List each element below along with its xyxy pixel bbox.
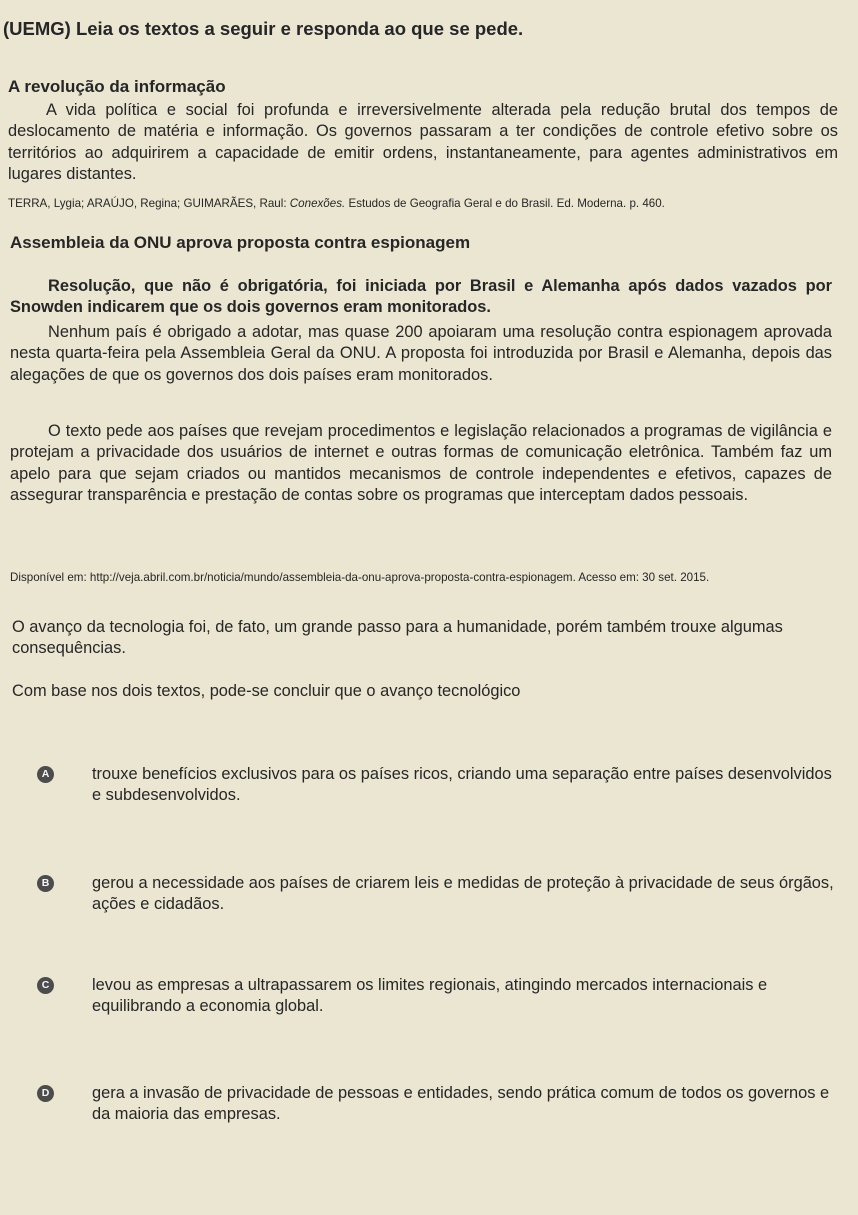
option-c[interactable] [37,975,837,1018]
option-letter-c: C [37,977,54,994]
text2-paragraph-1-text: Nenhum país é obrigado a adotar, mas quase 200 apoiaram uma resolução contra espionagem aprovada nesta quarta-feira pela Assembleia Geral da ONU. A proposta foi introduzida por Brasil e Alemanha, depois das alegações de que os governos dos dois países eram monitorados. [10,323,832,384]
text2-title: Assembleia da ONU aprova proposta contra espionagem [10,233,471,252]
option-d-text: gera a invasão de privacidade de pessoas e entidades, sendo prática comum de todos os governos e da maioria das empresas. [92,1084,830,1124]
text1-source-rest: Estudos de Geografia Geral e do Brasil. Ed. Moderna. p. 460. [348,197,665,210]
option-d[interactable] [37,1083,837,1126]
question-header: (UEMG) Leia os textos a seguir e responda ao que se pede. [3,18,524,39]
text1-title: A revolução da informação [8,77,226,96]
option-c-text: levou as empresas a ultrapassarem os limites regionais, atingindo mercados internacionais e equilibrando a economia global. [92,976,768,1016]
option-a[interactable] [37,764,837,807]
option-letter-d: D [37,1085,54,1102]
text2-subtitle-text: Resolução, que não é obrigatória, foi iniciada por Brasil e Alemanha após dados vazados por Snowden indicarem que os dois governos eram monitorados. [10,277,832,317]
text1-body-text: A vida política e social foi profunda e irreversivelmente alterada pela redução brutal dos tempos de deslocamento de matéria e informação. Os governos passaram a ter condições de controle efetivo sobre os territórios ao adquirirem a capacidade de emitir ordens, instantaneamente, para agentes administrativos em lugares distantes. [8,101,838,183]
text1-source-title: Conexões. [289,197,346,210]
text1-source [8,191,848,217]
text2-source: Disponível em: http://veja.abril.com.br/noticia/mundo/assembleia-da-onu-aprova-proposta-contra-espionagem. Acesso em: 30 set. 2015. [10,571,710,584]
option-b-text: gerou a necessidade aos países de criarem leis e medidas de proteção à privacidade de seus órgãos, ações e cidadãos. [92,874,834,914]
question-stem-intro: O avanço da tecnologia foi, de fato, um grande passo para a humanidade, porém também trouxe algumas consequências. [12,618,783,658]
text2-paragraph-2-text: O texto pede aos países que revejam procedimentos e legislação relacionados a programas de vigilância e protejam a privacidade dos usuários de internet e outras formas de comunicação eletrônica. Também faz um apelo para que sejam criados ou mantidos mecanismos de controle independentes e efetivos, capazes de assegurar transparência e prestação de contas sobre os programas que interceptam dados pessoais. [10,422,832,504]
text2-subtitle [10,276,832,319]
text2-paragraph-1 [10,322,832,386]
text1-source-authors: TERRA, Lygia; ARAÚJO, Regina; GUIMARÃES, Raul: [8,197,287,210]
option-b[interactable] [37,873,837,916]
question-stem: Com base nos dois textos, pode-se concluir que o avanço tecnológico [12,682,521,700]
option-letter-a: A [37,766,54,783]
text2-paragraph-2 [10,421,832,506]
option-a-text: trouxe benefícios exclusivos para os países ricos, criando uma separação entre países desenvolvidos e subdesenvolvidos. [92,765,832,805]
option-letter-b: B [37,875,54,892]
text1-body [8,100,838,185]
